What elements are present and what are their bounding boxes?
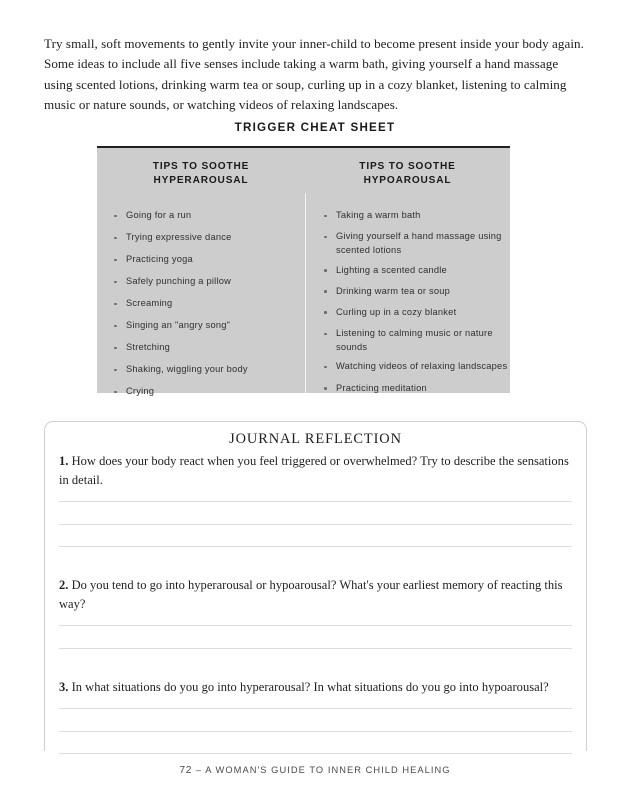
column-heading-hypoarousal <box>305 148 510 187</box>
answer-line[interactable] <box>59 753 572 754</box>
list-item: Crying <box>113 385 305 398</box>
answer-line[interactable] <box>59 648 572 649</box>
answer-lines[interactable] <box>59 625 572 649</box>
list-item: Safely punching a pillow <box>113 275 305 288</box>
list-item: Singing an "angry song" <box>113 319 305 332</box>
column-heading-hyperarousal <box>97 148 305 187</box>
question-body: How does your body react when you feel triggered or overwhelmed? Try to describe the sensations in detail. <box>59 454 569 487</box>
question-body: In what situations do you go into hyperarousal? In what situations do you go into hypoarousal? <box>71 679 549 694</box>
list-item: Shaking, wiggling your body <box>113 363 305 376</box>
question-number: 1. <box>59 454 69 468</box>
journal-question-2 <box>45 576 586 649</box>
column-heading-line2: HYPOAROUSAL <box>363 174 452 186</box>
question-text <box>59 452 572 489</box>
intro-paragraph: Try small, soft movements to gently invite your inner-child to become present inside your body again. Some ideas to include all five senses include taking a warm bath, giving yourself a hand massage using scented lotions, drinking warm tea or soup, curling up in a cozy blanket, listening to calming music or nature sounds, or watching videos of relaxing landscapes. <box>44 36 584 113</box>
question-text <box>59 678 572 697</box>
journal-reflection-title: JOURNAL REFLECTION <box>229 431 402 447</box>
page-footer <box>0 765 630 776</box>
column-heading-line2: HYPERAROUSAL <box>153 174 249 186</box>
cheat-sheet-column-hyperarousal <box>97 148 305 397</box>
footer-page-number: 72 <box>179 765 193 776</box>
list-item: Giving yourself a hand massage using scented lotions <box>323 230 510 257</box>
list-item: Practicing meditation <box>323 382 510 395</box>
question-number: 2. <box>59 578 69 593</box>
journal-question-1 <box>45 452 586 547</box>
footer-book-title: A WOMAN'S GUIDE TO INNER CHILD HEALING <box>205 765 451 775</box>
answer-lines[interactable] <box>59 501 572 547</box>
journal-question-3 <box>45 678 586 755</box>
cheat-sheet-column-hypoarousal <box>305 148 510 393</box>
question-number: 3. <box>59 679 69 694</box>
list-item: Trying expressive dance <box>113 231 305 244</box>
list-item: Taking a warm bath <box>323 209 510 222</box>
answer-line[interactable] <box>59 501 572 502</box>
answer-lines[interactable] <box>59 708 572 754</box>
trigger-cheat-sheet-table <box>97 146 510 397</box>
column-divider <box>305 194 306 393</box>
list-item: Going for a run <box>113 209 305 222</box>
list-item: Practicing yoga <box>113 253 305 266</box>
answer-line[interactable] <box>59 625 572 626</box>
list-item: Stretching <box>113 341 305 354</box>
list-item: Listening to calming music or nature sounds <box>323 327 510 354</box>
answer-line[interactable] <box>59 708 572 709</box>
answer-line[interactable] <box>59 731 572 732</box>
answer-line[interactable] <box>59 546 572 547</box>
list-item: Lighting a scented candle <box>323 264 510 277</box>
hyperarousal-tips-list <box>113 209 305 398</box>
footer-separator: – <box>195 765 203 775</box>
list-item: Screaming <box>113 297 305 310</box>
list-item: Watching videos of relaxing landscapes <box>323 360 510 373</box>
list-item: Curling up in a cozy blanket <box>323 306 510 319</box>
question-text <box>59 576 572 613</box>
cheat-sheet-title: TRIGGER CHEAT SHEET <box>234 121 396 134</box>
column-heading-line1: TIPS TO SOOTHE <box>359 161 456 172</box>
question-body: Do you tend to go into hyperarousal or hypoarousal? What's your earliest memory of reacting this way? <box>59 578 563 611</box>
list-item: Drinking warm tea or soup <box>323 285 510 298</box>
hypoarousal-tips-list <box>323 209 510 395</box>
answer-line[interactable] <box>59 524 572 525</box>
journal-reflection-box <box>44 421 587 751</box>
column-heading-line1: TIPS TO SOOTHE <box>152 161 250 172</box>
